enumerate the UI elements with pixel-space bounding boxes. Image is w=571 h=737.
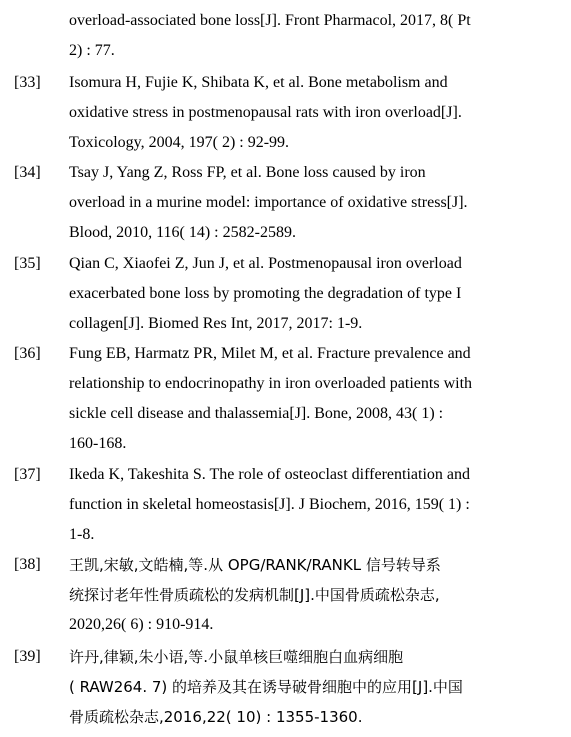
reference-line: 160-168. — [69, 435, 127, 452]
reference-line: 骨质疏松杂志,2016,22( 10) : 1355-1360. — [69, 708, 363, 726]
reference-line: Isomura H, Fujie K, Shibata K, et al. Bone metabolism and — [69, 74, 448, 91]
reference-line: 1-8. — [69, 526, 95, 543]
reference-line: Blood, 2010, 116( 14) : 2582-2589. — [69, 224, 296, 241]
reference-line: 王凯,宋敏,文皓楠,等.从 OPG/RANK/RANKL 信号转导系 — [69, 556, 441, 574]
reference-number: [35] — [14, 255, 41, 272]
reference-line: overload in a murine model: importance of oxidative stress[J]. — [69, 194, 468, 211]
reference-number: [37] — [14, 466, 41, 483]
reference-line: 统探讨老年性骨质疏松的发病机制[J].中国骨质疏松杂志, — [69, 586, 440, 604]
reference-number: [34] — [14, 164, 41, 181]
reference-line: collagen[J]. Biomed Res Int, 2017, 2017: 1-9. — [69, 315, 363, 332]
reference-number: [39] — [14, 648, 41, 665]
reference-line: 许丹,律颖,朱小语,等.小鼠单核巨噬细胞白血病细胞 — [69, 648, 404, 666]
reference-line: Toxicology, 2004, 197( 2) : 92-99. — [69, 134, 290, 151]
reference-line: function in skeletal homeostasis[J]. J Biochem, 2016, 159( 1) : — [69, 496, 470, 513]
reference-line: Tsay J, Yang Z, Ross FP, et al. Bone loss caused by iron — [69, 164, 426, 181]
reference-line: ( RAW264. 7) 的培养及其在诱导破骨细胞中的应用[J].中国 — [69, 678, 463, 696]
reference-line: 2) : 77. — [69, 42, 115, 59]
reference-line: Fung EB, Harmatz PR, Milet M, et al. Fracture prevalence and — [69, 345, 471, 362]
reference-line: oxidative stress in postmenopausal rats with iron overload[J]. — [69, 104, 462, 121]
reference-line: Qian C, Xiaofei Z, Jun J, et al. Postmenopausal iron overload — [69, 255, 462, 272]
reference-number: [38] — [14, 556, 41, 573]
reference-line: relationship to endocrinopathy in iron overloaded patients with — [69, 375, 473, 392]
reference-number: [36] — [14, 345, 41, 362]
reference-line: exacerbated bone loss by promoting the degradation of type I — [69, 285, 462, 302]
reference-line: 2020,26( 6) : 910-914. — [69, 616, 214, 633]
reference-line: sickle cell disease and thalassemia[J]. Bone, 2008, 43( 1) : — [69, 405, 444, 422]
reference-line: Ikeda K, Takeshita S. The role of osteoclast differentiation and — [69, 466, 470, 483]
reference-line: overload-associated bone loss[J]. Front Pharmacol, 2017, 8( Pt — [69, 12, 471, 29]
reference-number: [33] — [14, 74, 41, 91]
